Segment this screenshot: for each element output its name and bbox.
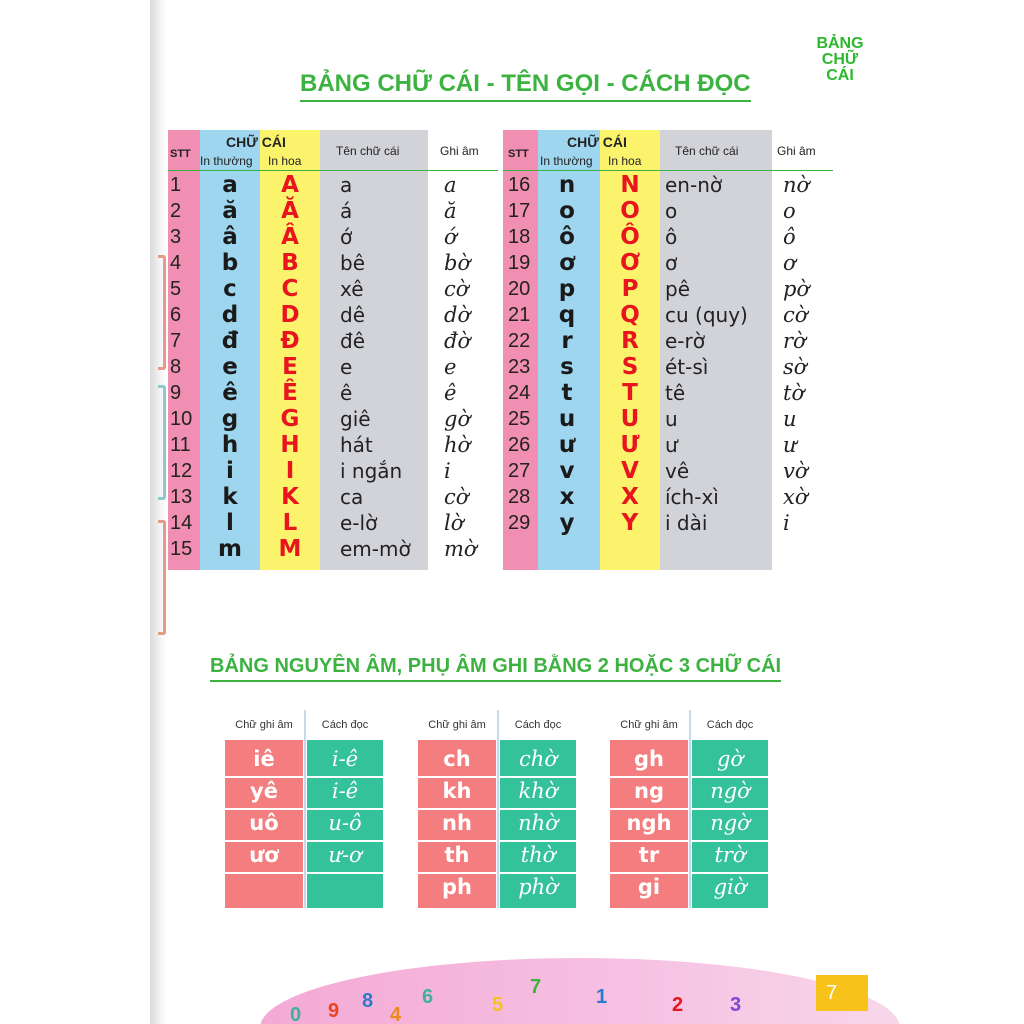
decorative-digit: 9	[328, 1000, 340, 1022]
side-tab-2	[158, 385, 166, 500]
letter-name: dê	[340, 303, 365, 327]
phoneme-letters: th	[444, 843, 470, 867]
uppercase-letter: S	[621, 354, 639, 380]
page-number: 7	[816, 975, 868, 1011]
phoneme-letters: kh	[442, 779, 472, 803]
phoneme-reading: giờ	[713, 875, 747, 899]
row-number: 5	[170, 278, 182, 300]
row-number: 4	[170, 252, 182, 274]
phoneme-reading: i-ê	[331, 747, 359, 771]
phoneme-reading: gờ	[716, 747, 744, 771]
row-number: 28	[508, 486, 531, 508]
lowercase-letter: h	[221, 432, 239, 458]
letter-name: ét-sì	[665, 355, 709, 379]
section-subtitle: BẢNG NGUYÊN ÂM, PHỤ ÂM GHI BẰNG 2 HOẶC 3 CHỮ CÁI	[210, 655, 781, 682]
lowercase-letter: â	[222, 224, 238, 250]
decorative-digit: 4	[390, 1004, 402, 1024]
row-number: 7	[170, 330, 182, 352]
decorative-digit: 6	[422, 986, 434, 1008]
letter-name: u	[665, 407, 678, 431]
page-margin	[0, 0, 150, 1024]
letter-name: pê	[665, 277, 690, 301]
column-separator	[689, 710, 691, 908]
row-number: 3	[170, 226, 182, 248]
letter-sound: ô	[783, 225, 796, 249]
letter-sound: vờ	[783, 459, 808, 483]
reading-column	[307, 740, 383, 908]
phoneme-letters: iê	[253, 747, 275, 771]
letter-row	[503, 224, 903, 250]
uppercase-letter: E	[282, 354, 298, 380]
letter-name: á	[340, 199, 353, 223]
row-number: 19	[508, 252, 531, 274]
header-chu-cai: CHỮ CÁI	[226, 134, 286, 150]
uppercase-letter: K	[281, 484, 299, 510]
row-number: 1	[170, 174, 182, 196]
decorative-digit: 5	[492, 994, 504, 1016]
letter-sound: đờ	[444, 329, 471, 353]
header-chu-cai: CHỮ CÁI	[567, 134, 627, 150]
letter-row	[503, 328, 903, 354]
letter-name: i ngắn	[340, 459, 403, 483]
header-divider	[503, 170, 833, 171]
uppercase-letter: U	[620, 406, 640, 432]
phoneme-table-consonants-1	[418, 710, 576, 908]
letters-column	[418, 740, 496, 908]
letter-row	[503, 276, 903, 302]
phoneme-letters: gi	[637, 875, 661, 899]
header-chu-ghi-am: Chữ ghi âm	[235, 719, 293, 731]
header-ten-chu-cai: Tên chữ cái	[675, 144, 739, 158]
letter-name: bê	[340, 251, 365, 275]
lowercase-letter: c	[223, 276, 237, 302]
phoneme-table-consonants-2	[610, 710, 768, 908]
letter-name: tê	[665, 381, 686, 405]
header-cach-doc: Cách đọc	[321, 719, 369, 731]
row-number: 23	[508, 356, 531, 378]
phoneme-reading: khờ	[518, 779, 558, 803]
header-in-thuong: In thường	[200, 154, 253, 168]
letter-row	[503, 250, 903, 276]
corner-tag-line: CÁI	[826, 67, 854, 84]
uppercase-letter: N	[620, 172, 640, 198]
phoneme-reading: thờ	[520, 843, 556, 867]
decorative-digit: 7	[530, 976, 542, 998]
letter-sound: rờ	[783, 329, 806, 353]
letter-row	[503, 484, 903, 510]
letters-column	[225, 740, 303, 908]
letter-row	[503, 172, 903, 198]
book-spine	[150, 0, 168, 1024]
reading-column	[692, 740, 768, 908]
letter-sound: pờ	[783, 277, 810, 301]
letter-name: ích-xì	[665, 485, 719, 509]
phoneme-letters: ph	[442, 875, 472, 899]
lowercase-letter: d	[221, 302, 239, 328]
reading-column	[500, 740, 576, 908]
phoneme-reading: nhờ	[518, 811, 558, 835]
letter-name: e	[340, 355, 353, 379]
phoneme-reading: phờ	[518, 875, 558, 899]
uppercase-letter: H	[280, 432, 300, 458]
corner-section-tag	[800, 36, 880, 84]
phoneme-reading: ngờ	[710, 779, 750, 803]
header-ghi-am: Ghi âm	[440, 144, 479, 158]
letter-sound: sờ	[783, 355, 807, 379]
row-number: 21	[508, 304, 531, 326]
header-in-hoa: In hoa	[268, 154, 302, 168]
phoneme-letters: uô	[249, 811, 279, 835]
phoneme-letters: ngh	[626, 811, 672, 835]
letter-sound: dờ	[444, 303, 471, 327]
phoneme-letters: ng	[634, 779, 664, 803]
uppercase-letter: Ô	[620, 224, 640, 250]
header-ghi-am: Ghi âm	[777, 144, 816, 158]
row-number: 29	[508, 512, 531, 534]
letter-name: xê	[340, 277, 364, 301]
phoneme-reading: i-ê	[331, 779, 359, 803]
lowercase-letter: t	[561, 380, 573, 406]
lowercase-letter: e	[222, 354, 238, 380]
letter-name: ô	[665, 225, 678, 249]
letter-name: a	[340, 173, 353, 197]
letter-name: đê	[340, 329, 365, 353]
letter-sound: e	[444, 355, 457, 379]
header-in-thuong: In thường	[540, 154, 593, 168]
letter-name: em-mờ	[340, 537, 411, 561]
letter-row	[503, 380, 903, 406]
lowercase-letter: u	[558, 406, 576, 432]
row-number: 16	[508, 174, 531, 196]
letter-sound: ớ	[444, 225, 457, 249]
corner-tag-line: BẢNG	[816, 35, 864, 52]
lowercase-letter: ê	[222, 380, 238, 406]
phoneme-reading: u-ô	[328, 811, 362, 835]
letter-row	[503, 406, 903, 432]
uppercase-letter: M	[278, 536, 302, 562]
row-number: 11	[170, 434, 191, 456]
side-tab-1	[158, 255, 166, 370]
header-divider	[168, 170, 498, 171]
letter-name: o	[665, 199, 678, 223]
lowercase-letter: p	[558, 276, 576, 302]
letter-sound: xờ	[783, 485, 808, 509]
uppercase-letter: P	[621, 276, 639, 302]
uppercase-letter: B	[281, 250, 299, 276]
phoneme-letters: yê	[250, 779, 278, 803]
uppercase-letter: G	[280, 406, 300, 432]
row-number: 9	[170, 382, 182, 404]
row-number: 2	[170, 200, 182, 222]
uppercase-letter: V	[621, 458, 639, 484]
phoneme-reading: ngờ	[710, 811, 750, 835]
lowercase-letter: đ	[221, 328, 239, 354]
letter-name: en-nờ	[665, 173, 723, 197]
uppercase-letter: Đ	[280, 328, 300, 354]
letter-name: ơ	[665, 251, 678, 275]
alphabet-table-right	[503, 130, 833, 570]
letter-name: cu (quy)	[665, 303, 748, 327]
letter-name: giê	[340, 407, 371, 431]
letter-sound: ơ	[783, 251, 796, 275]
row-number: 6	[170, 304, 182, 326]
letter-sound: cờ	[783, 303, 808, 327]
phoneme-reading: ư-ơ	[328, 843, 362, 867]
phoneme-letters: ươ	[249, 843, 279, 867]
lowercase-letter: ơ	[559, 250, 575, 276]
header-cach-doc: Cách đọc	[514, 719, 562, 731]
letter-name: vê	[665, 459, 690, 483]
decorative-digit: 3	[730, 994, 742, 1016]
letter-sound: lờ	[444, 511, 464, 535]
letter-name: ư	[665, 433, 678, 457]
letter-sound: o	[783, 199, 796, 223]
letter-name: ca	[340, 485, 364, 509]
lowercase-letter: b	[221, 250, 239, 276]
header-stt: STT	[508, 148, 529, 160]
phoneme-table-vowels	[225, 710, 383, 908]
row-number: 8	[170, 356, 182, 378]
header-chu-ghi-am: Chữ ghi âm	[428, 719, 486, 731]
lowercase-letter: v	[559, 458, 575, 484]
header-cach-doc: Cách đọc	[706, 719, 754, 731]
decorative-hill	[260, 958, 900, 1024]
lowercase-letter: g	[221, 406, 239, 432]
lowercase-letter: a	[222, 172, 238, 198]
letter-sound: ê	[444, 381, 457, 405]
uppercase-letter: Ă	[281, 198, 299, 224]
column-separator	[304, 710, 306, 908]
column-separator	[497, 710, 499, 908]
letter-name: ê	[340, 381, 353, 405]
uppercase-letter: D	[280, 302, 300, 328]
lowercase-letter: o	[559, 198, 575, 224]
corner-tag-line: CHỮ	[821, 51, 859, 68]
row-number: 13	[170, 486, 193, 508]
header-in-hoa: In hoa	[608, 154, 642, 168]
uppercase-letter: R	[621, 328, 639, 354]
letter-row	[503, 198, 903, 224]
uppercase-letter: Ơ	[619, 250, 641, 276]
uppercase-letter: Â	[281, 224, 299, 250]
letter-sound: nờ	[783, 173, 810, 197]
letter-name: hát	[340, 433, 373, 457]
row-number: 14	[170, 512, 193, 534]
phoneme-reading: trờ	[714, 843, 746, 867]
letter-sound: mờ	[444, 537, 477, 561]
letter-sound: gờ	[444, 407, 471, 431]
uppercase-letter: Ê	[282, 380, 298, 406]
letter-sound: i	[783, 511, 790, 535]
letter-sound: ư	[783, 433, 797, 457]
row-number: 26	[508, 434, 531, 456]
letter-row	[503, 302, 903, 328]
phoneme-letters: tr	[638, 843, 660, 867]
decorative-digit: 8	[362, 990, 374, 1012]
letter-name: e-lờ	[340, 511, 378, 535]
letter-sound: tờ	[783, 381, 805, 405]
uppercase-letter: T	[622, 380, 638, 406]
row-number: 15	[170, 538, 193, 560]
letter-sound: cờ	[444, 485, 469, 509]
row-number: 18	[508, 226, 531, 248]
row-number: 22	[508, 330, 531, 352]
lowercase-letter: ư	[558, 432, 576, 458]
letter-sound: i	[444, 459, 451, 483]
side-tab-3	[158, 520, 166, 635]
row-divider	[225, 872, 303, 874]
phoneme-letters: nh	[442, 811, 472, 835]
letter-row	[503, 510, 903, 536]
lowercase-letter: k	[222, 484, 238, 510]
uppercase-letter: X	[621, 484, 639, 510]
header-chu-ghi-am: Chữ ghi âm	[620, 719, 678, 731]
decorative-digit: 1	[596, 986, 608, 1008]
uppercase-letter: Ư	[620, 432, 640, 458]
row-divider	[307, 872, 383, 874]
decorative-digit: 0	[290, 1004, 302, 1024]
row-number: 25	[508, 408, 531, 430]
uppercase-letter: Y	[621, 510, 639, 536]
uppercase-letter: Q	[620, 302, 640, 328]
lowercase-letter: m	[218, 536, 242, 562]
header-ten-chu-cai: Tên chữ cái	[336, 144, 400, 158]
letter-sound: bờ	[444, 251, 471, 275]
row-number: 24	[508, 382, 531, 404]
decorative-digit: 2	[672, 994, 684, 1016]
letter-sound: u	[783, 407, 797, 431]
row-number: 10	[170, 408, 193, 430]
letter-name: e-rờ	[665, 329, 705, 353]
letter-row	[503, 458, 903, 484]
row-number: 17	[508, 200, 531, 222]
header-stt: STT	[170, 148, 191, 160]
row-number: 12	[170, 460, 193, 482]
letters-column	[610, 740, 688, 908]
phoneme-reading: chờ	[519, 747, 557, 771]
lowercase-letter: l	[226, 510, 234, 536]
letter-row	[503, 354, 903, 380]
alphabet-table-left	[168, 130, 498, 570]
uppercase-letter: L	[282, 510, 298, 536]
letter-sound: a	[444, 173, 457, 197]
phoneme-letters: gh	[634, 747, 664, 771]
letter-name: ớ	[340, 225, 353, 249]
letter-row	[503, 432, 903, 458]
lowercase-letter: ô	[559, 224, 575, 250]
row-number: 27	[508, 460, 531, 482]
lowercase-letter: s	[560, 354, 574, 380]
lowercase-letter: x	[559, 484, 575, 510]
phoneme-letters: ch	[443, 747, 471, 771]
uppercase-letter: C	[281, 276, 299, 302]
letter-sound: cờ	[444, 277, 469, 301]
uppercase-letter: A	[281, 172, 299, 198]
lowercase-letter: r	[561, 328, 573, 354]
uppercase-letter: O	[620, 198, 640, 224]
row-number: 20	[508, 278, 531, 300]
lowercase-letter: q	[558, 302, 576, 328]
letter-sound: hờ	[444, 433, 471, 457]
page-title: BẢNG CHỮ CÁI - TÊN GỌI - CÁCH ĐỌC	[300, 70, 751, 102]
letter-name: i dài	[665, 511, 708, 535]
lowercase-letter: n	[558, 172, 576, 198]
lowercase-letter: i	[226, 458, 234, 484]
lowercase-letter: y	[559, 510, 575, 536]
lowercase-letter: ă	[222, 198, 238, 224]
letter-sound: ă	[444, 199, 457, 223]
uppercase-letter: I	[285, 458, 295, 484]
